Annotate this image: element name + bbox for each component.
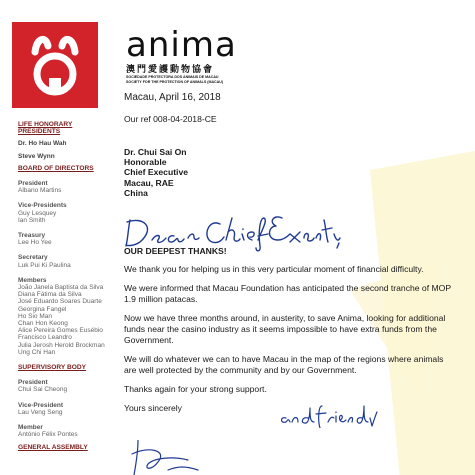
treasury-name: Lee Ho Yee xyxy=(18,239,52,247)
brand-subtitle-en: SOCIETY FOR THE PROTECTION OF ANIMALS (MACAU) xyxy=(126,79,224,84)
member-name: Julia Jerosh Herold Brockman xyxy=(18,341,105,349)
supervisory-heading: SUPERVISORY BODY xyxy=(18,364,87,372)
vp-name: Ian Smith xyxy=(18,216,46,224)
sup-president-role: President xyxy=(18,379,48,387)
brand-subtitle-pt: SOCIEDADE PROTECTORA DOS ANIMAIS DE MACAU xyxy=(126,75,219,79)
letter-paragraph: We were informed that Macau Foundation has anticipated the second tranche of MOP 1.9 million patacas. xyxy=(124,283,451,305)
sup-member-role: Member xyxy=(18,424,43,432)
letterhead-brand xyxy=(126,25,326,84)
addressee-line: Honorable xyxy=(124,157,167,168)
general-assembly-heading: GENERAL ASSEMBLY xyxy=(18,443,88,451)
letter-paragraph: We will do whatever we can to have Macau in the map of the regions where animals are well protected by the community and by our Government. xyxy=(124,354,444,376)
vp-role: Vice-Presidents xyxy=(18,202,67,210)
board-heading: BOARD OF DIRECTORS xyxy=(18,164,94,172)
closing-line: Yours sincerely xyxy=(124,403,182,414)
president-name: Albano Martins xyxy=(18,187,62,195)
letter-paragraph: Now we have three months around, in austerity, to save Anima, looking for additional funds near the casino industry as it seems impossible to have extra funds from the Government. xyxy=(124,313,446,346)
treasury-role: Treasury xyxy=(18,232,46,240)
anima-logo xyxy=(12,22,98,108)
member-name: Diana Fátima da Silva xyxy=(18,291,82,299)
member-name: João Janela Baptista da Silva xyxy=(18,284,104,292)
letter-date: Macau, April 16, 2018 xyxy=(124,92,221,103)
addressee-line: Chief Executive xyxy=(124,167,188,178)
sup-vp-name: Lau Veng Seng xyxy=(18,408,63,416)
handwritten-salutation xyxy=(122,210,342,255)
brand-name: anima xyxy=(126,25,237,65)
letter-paragraph: We thank you for helping us in this very particular moment of financial difficulty. xyxy=(124,264,424,275)
president-role: President xyxy=(18,180,48,188)
addressee-line: Macau, RAE xyxy=(124,177,174,188)
addressee-line: China xyxy=(124,187,148,198)
sup-president-name: Chui Sai Cheong xyxy=(18,386,68,394)
member-name: Ho Sio Man xyxy=(18,312,52,320)
reference-number: Our ref 008-04-2018-CE xyxy=(124,114,217,124)
letter-body xyxy=(124,114,454,414)
members-role: Members xyxy=(18,276,47,284)
brand-chinese-name: 澳門愛護動物協會 xyxy=(126,65,215,75)
secretary-role: Secretary xyxy=(18,254,48,262)
sidebar-officers xyxy=(18,121,124,451)
life-honorary-2: Steve Wynn xyxy=(18,152,55,160)
sup-vp-role: Vice-President xyxy=(18,401,64,409)
vp-name: Guy Lesquey xyxy=(18,209,57,217)
life-honorary-heading-2: PRESIDENTS xyxy=(18,128,61,136)
member-name: Georgina Fangel xyxy=(18,305,67,313)
sup-member-name: António Félix Pontes xyxy=(18,431,78,439)
member-name: José Eduardo Soares Duarte xyxy=(18,298,102,306)
addressee-line: Dr. Chui Sai On xyxy=(124,147,187,157)
letter-paragraph: Thanks again for your strong support. xyxy=(124,384,267,395)
secretary-name: Luk Pui Ki Paulina xyxy=(18,261,71,269)
letter-headline: OUR DEEPEST THANKS! xyxy=(124,246,227,257)
member-name: Ung Chi Han xyxy=(18,348,56,356)
member-name: Chan Hon Keong xyxy=(18,320,68,328)
life-honorary-1: Dr. Ho Hau Wah xyxy=(18,140,67,148)
life-honorary-heading: LIFE HONORARY xyxy=(18,121,73,128)
member-name: Francisco Leandro xyxy=(18,334,72,342)
member-name: Alice Pereira Gomes Eusébio xyxy=(18,327,103,335)
signature xyxy=(128,440,218,475)
handwritten-closing xyxy=(278,402,378,428)
